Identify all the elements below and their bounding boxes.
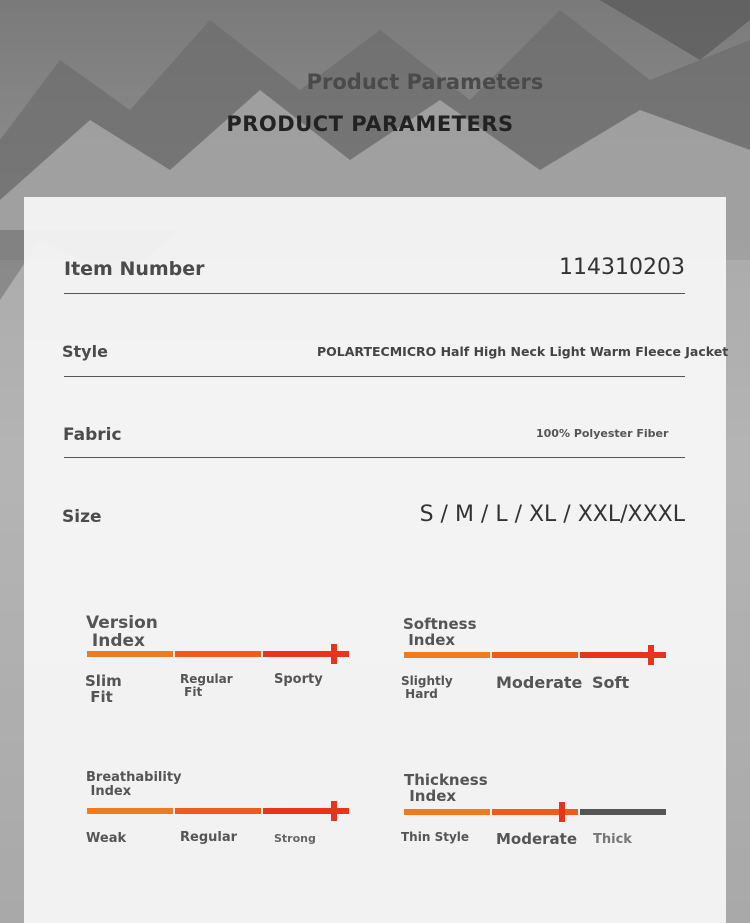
page-title-cn: Product Parameters (306, 70, 544, 94)
version-level-marker (331, 644, 337, 664)
version-index-title: Version Index (86, 613, 158, 651)
softness-level-marker (648, 645, 654, 665)
breathability-level-1: Weak (86, 831, 127, 846)
style-label: Style (62, 342, 108, 361)
version-level-1: Slim Fit (85, 672, 122, 706)
item-number-label: Item Number (64, 258, 205, 280)
item-number-value: 114310203 (559, 255, 685, 280)
divider (64, 293, 685, 294)
thickness-level-2: Moderate (496, 830, 578, 848)
thickness-index-bar (404, 809, 666, 815)
thickness-level-3: Thick (593, 832, 632, 847)
softness-level-2: Moderate (496, 673, 583, 692)
softness-index-bar (404, 652, 666, 658)
thickness-level-marker (559, 802, 565, 822)
page-title: PRODUCT PARAMETERS (226, 112, 514, 136)
breathability-index-title: Breathability Index (86, 770, 182, 799)
version-level-3: Sporty (274, 672, 323, 687)
size-label: Size (62, 507, 102, 527)
breathability-index-bar (87, 808, 349, 814)
fabric-label: Fabric (63, 425, 122, 445)
breathability-level-2: Regular (180, 830, 238, 845)
softness-level-1: Slightly Hard (401, 674, 453, 701)
parameters-card (24, 197, 729, 923)
softness-level-3: Soft (592, 673, 630, 692)
thickness-level-1: Thin Style (401, 830, 470, 844)
version-index-bar (87, 651, 349, 657)
style-value: POLARTECMICRO Half High Neck Light Warm Fleece Jacket (317, 344, 729, 359)
breathability-level-3: Strong (274, 832, 316, 845)
thickness-index-title: Thickness Index (404, 771, 488, 805)
softness-index-title: Softness Index (403, 615, 477, 649)
version-level-2: Regular Fit (180, 672, 233, 699)
divider (64, 376, 685, 377)
fabric-value: 100% Polyester Fiber (536, 427, 669, 440)
size-value: S / M / L / XL / XXL/XXXL (419, 502, 685, 527)
breathability-level-marker (331, 801, 337, 821)
divider (64, 457, 685, 458)
